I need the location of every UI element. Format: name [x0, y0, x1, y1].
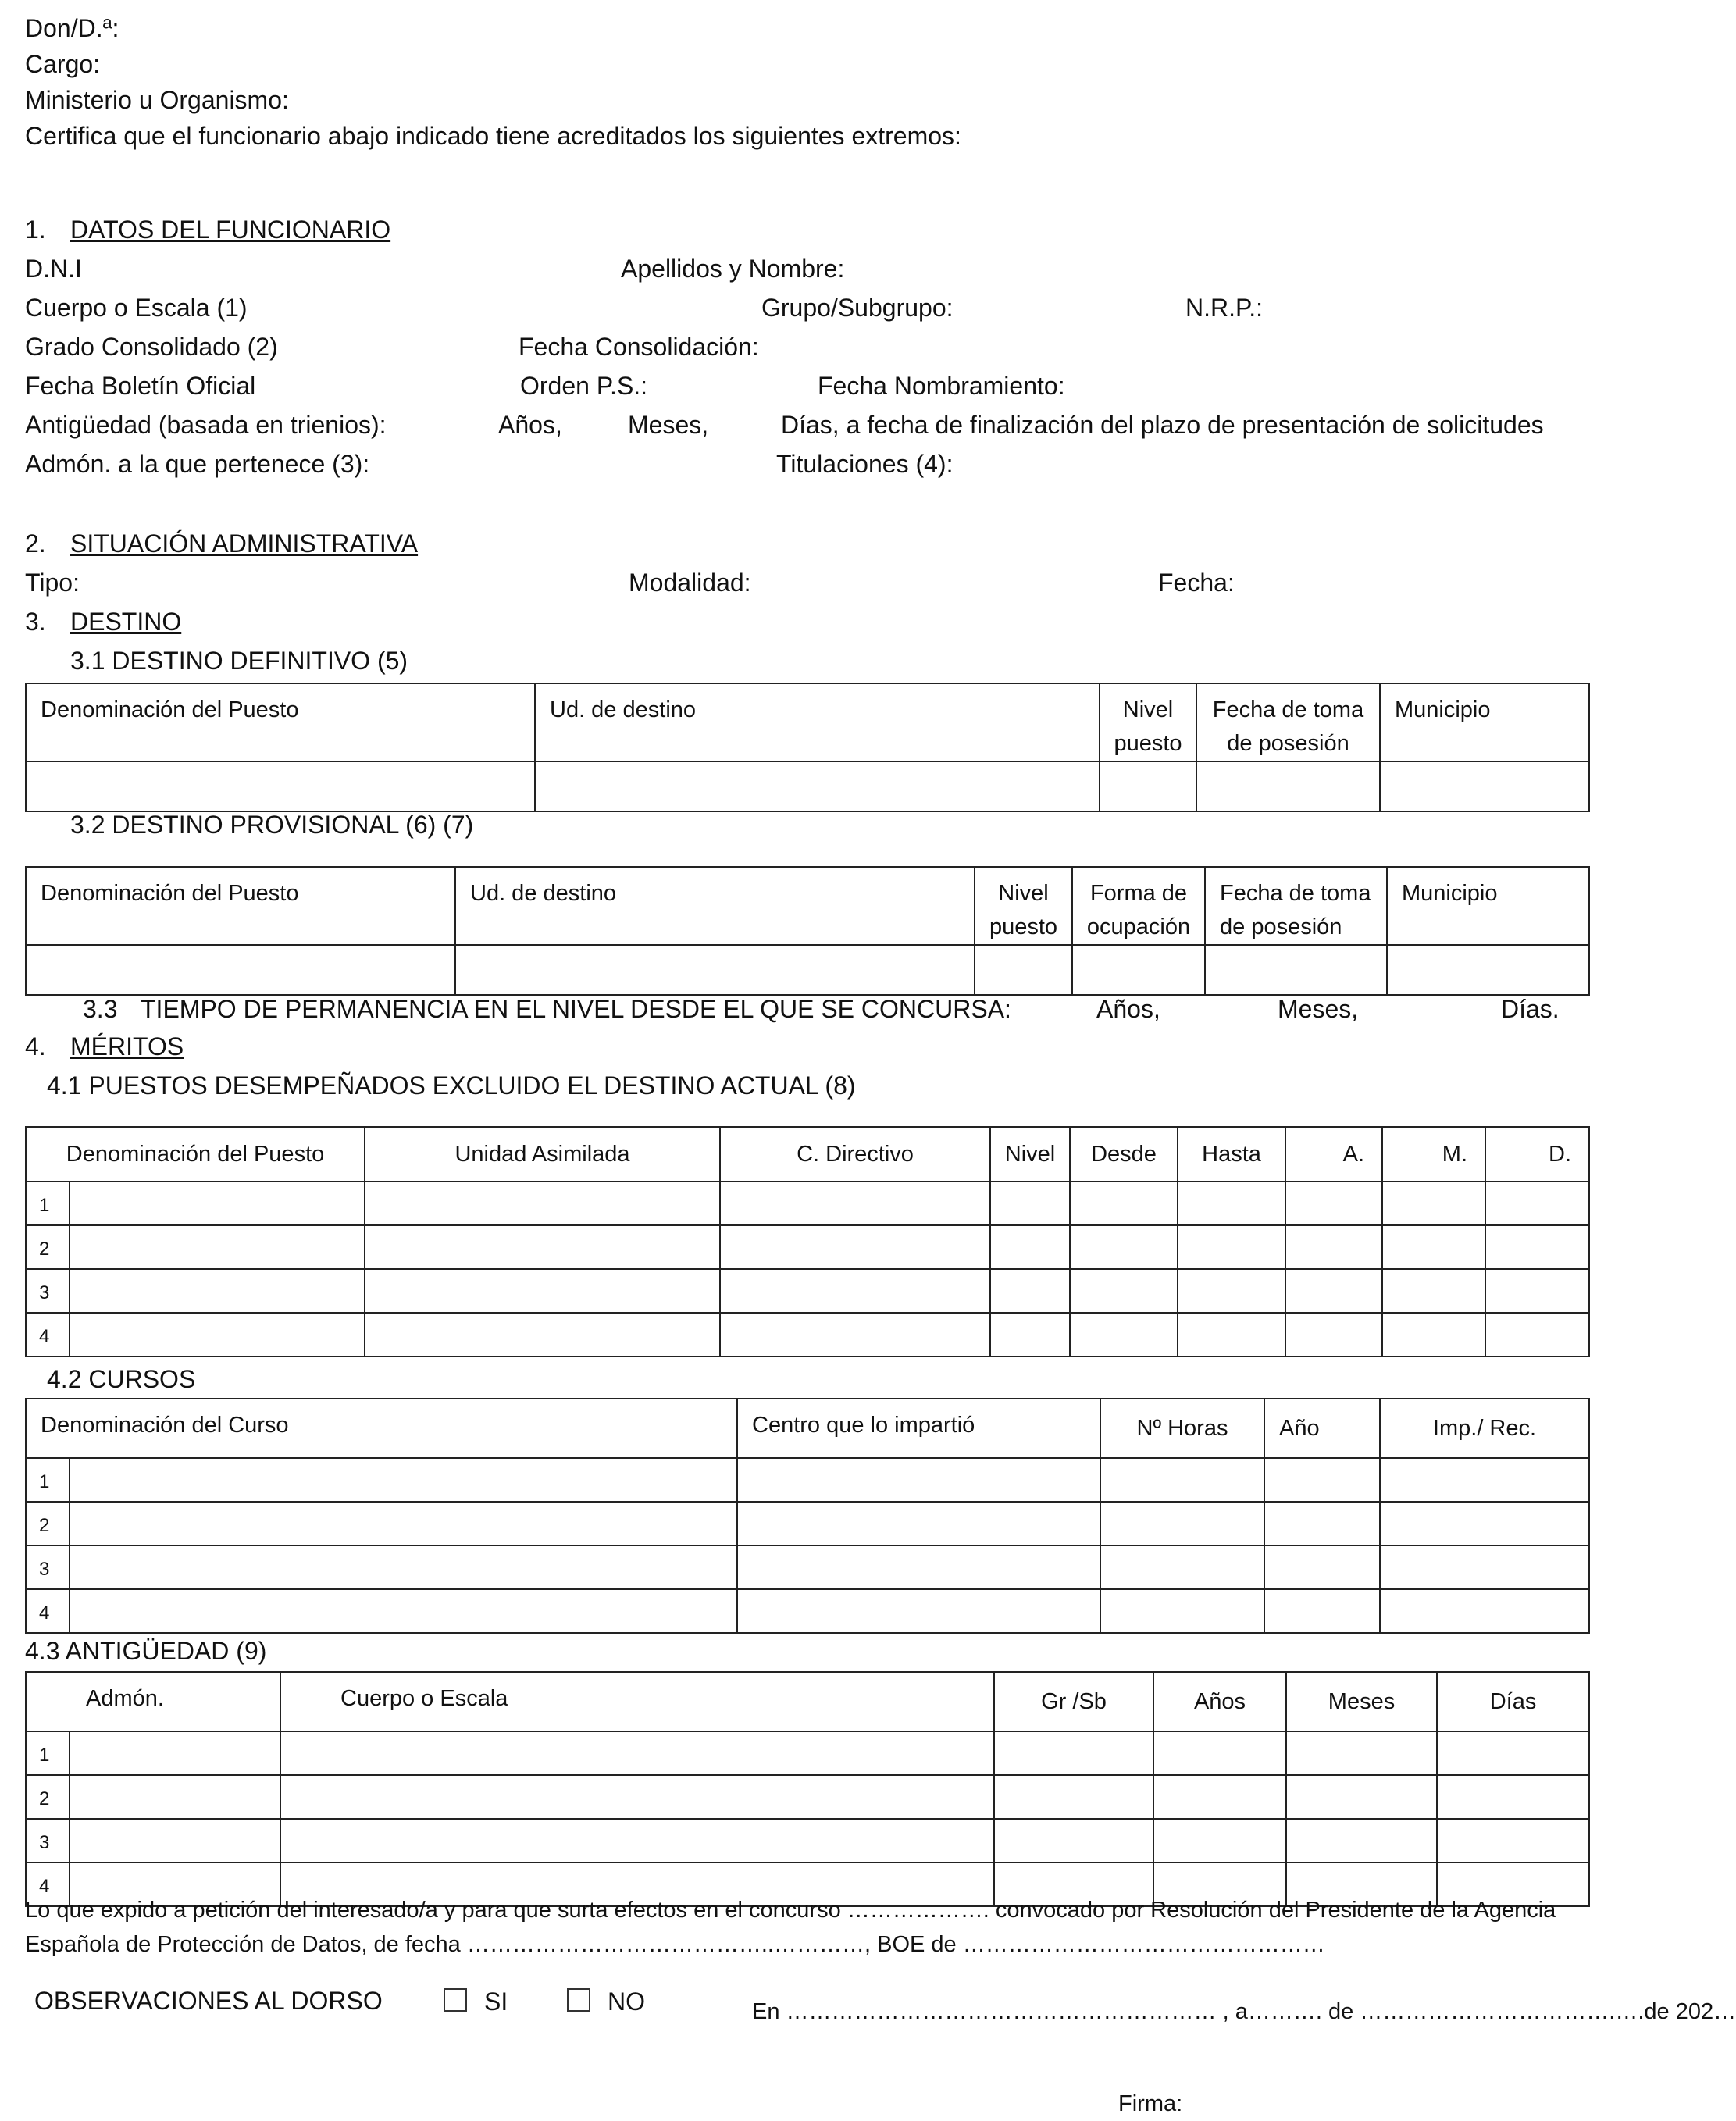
expido-line-1: Lo que expido a petición del interesado/a y para que surta efectos en el concurso ………………. convocado por Resolución del Presidente de la Agencia — [25, 1898, 1556, 1923]
cell-gr-sb[interactable] — [994, 1775, 1153, 1819]
header-hasta: Hasta — [1178, 1127, 1285, 1182]
cursos-table — [25, 1398, 1590, 1634]
cell-hasta[interactable] — [1178, 1269, 1285, 1313]
header-forma-ocupacion: Forma de ocupación — [1072, 867, 1205, 945]
cell-centro[interactable] — [737, 1502, 1100, 1545]
cell-dias[interactable] — [1485, 1269, 1589, 1313]
admon-label: Admón. a la que pertenece (3): — [25, 450, 370, 478]
cell-fecha-toma[interactable] — [1205, 945, 1387, 995]
cell-nivel[interactable] — [975, 945, 1072, 995]
expido-line-2: Española de Protección de Datos, de fecha …………………………………..…………, BOE de ………………………………………… — [25, 1932, 1325, 1957]
cell-imp-rec[interactable] — [1380, 1458, 1589, 1502]
permanencia-anios: Años, — [1096, 995, 1160, 1023]
row-number: 4 — [26, 1589, 70, 1633]
row-number: 3 — [26, 1819, 70, 1863]
cell-unidad[interactable] — [365, 1182, 720, 1225]
cell-c-directivo[interactable] — [720, 1269, 990, 1313]
header-meses: Meses — [1286, 1672, 1437, 1731]
section-2-title: SITUACIÓN ADMINISTRATIVA — [70, 529, 419, 558]
cell-centro[interactable] — [737, 1545, 1100, 1589]
header-anios: Años — [1153, 1672, 1286, 1731]
observaciones-label: OBSERVACIONES AL DORSO — [34, 1987, 383, 2015]
cell-horas[interactable] — [1100, 1545, 1264, 1589]
cell-anios[interactable] — [1285, 1269, 1382, 1313]
row-number: 2 — [26, 1225, 70, 1269]
cell-imp-rec[interactable] — [1380, 1589, 1589, 1633]
dni-label: D.N.I — [25, 255, 82, 283]
section-4-number: 4. — [25, 1032, 46, 1060]
row-number: 3 — [26, 1545, 70, 1589]
cell-dias[interactable] — [1485, 1225, 1589, 1269]
header-denominacion: Denominación del Puesto — [26, 1127, 365, 1182]
cell-denominacion[interactable] — [70, 1313, 365, 1356]
puestos-table — [25, 1126, 1590, 1357]
fecha-nombramiento-label: Fecha Nombramiento: — [818, 372, 1065, 400]
fecha-consolidacion-label: Fecha Consolidación: — [519, 333, 759, 361]
cell-municipio[interactable] — [1380, 761, 1589, 811]
cell-admon[interactable] — [70, 1775, 280, 1819]
antiguedad-table — [25, 1671, 1590, 1907]
section-3-number: 3. — [25, 608, 46, 636]
titulaciones-label: Titulaciones (4): — [776, 450, 954, 478]
header-nivel: Nivel — [990, 1127, 1070, 1182]
puestos-title: 4.1 PUESTOS DESEMPEÑADOS EXCLUIDO EL DESTINO ACTUAL (8) — [47, 1071, 856, 1100]
si-option[interactable] — [444, 1988, 508, 2014]
header-desde: Desde — [1070, 1127, 1178, 1182]
cell-denominacion[interactable] — [26, 761, 535, 811]
cell-ud-destino[interactable] — [535, 761, 1100, 811]
cell-dias[interactable] — [1437, 1775, 1589, 1819]
row-number: 2 — [26, 1502, 70, 1545]
cell-cuerpo[interactable] — [280, 1731, 994, 1775]
orden-label: Orden P.S.: — [520, 372, 648, 400]
section-2-number: 2. — [25, 529, 46, 558]
cell-horas[interactable] — [1100, 1502, 1264, 1545]
cell-meses[interactable] — [1382, 1313, 1485, 1356]
cursos-title: 4.2 CURSOS — [47, 1365, 196, 1393]
header-cuerpo: Cuerpo o Escala — [280, 1672, 994, 1731]
cell-denominacion[interactable] — [70, 1545, 737, 1589]
header-nivel-puesto: Nivel puesto — [975, 867, 1072, 945]
row-number: 1 — [26, 1182, 70, 1225]
cell-gr-sb[interactable] — [994, 1731, 1153, 1775]
section-1-number: 1. — [25, 216, 46, 244]
cell-anios[interactable] — [1153, 1819, 1286, 1863]
si-checkbox[interactable] — [444, 1988, 467, 2012]
cell-desde[interactable] — [1070, 1269, 1178, 1313]
cell-denominacion[interactable] — [70, 1182, 365, 1225]
header-ud-destino: Ud. de destino — [455, 867, 975, 945]
grupo-label: Grupo/Subgrupo: — [761, 294, 954, 322]
permanencia-number: 3.3 — [83, 995, 118, 1023]
header-dias: D. — [1485, 1127, 1589, 1182]
antiguedad-meses-label: Meses, — [628, 411, 709, 439]
cell-meses[interactable] — [1382, 1225, 1485, 1269]
cell-denominacion[interactable] — [70, 1458, 737, 1502]
cell-anio[interactable] — [1264, 1458, 1380, 1502]
header-unidad-asimilada: Unidad Asimilada — [365, 1127, 720, 1182]
cell-ud-destino[interactable] — [455, 945, 975, 995]
cell-meses[interactable] — [1382, 1269, 1485, 1313]
cell-cuerpo[interactable] — [280, 1819, 994, 1863]
cell-denominacion[interactable] — [70, 1225, 365, 1269]
cell-imp-rec[interactable] — [1380, 1545, 1589, 1589]
cell-desde[interactable] — [1070, 1225, 1178, 1269]
row-number: 2 — [26, 1775, 70, 1819]
cell-dias[interactable] — [1437, 1819, 1589, 1863]
cell-anio[interactable] — [1264, 1589, 1380, 1633]
destino-provisional-title: 3.2 DESTINO PROVISIONAL (6) (7) — [70, 811, 474, 839]
cell-gr-sb[interactable] — [994, 1819, 1153, 1863]
nrp-label: N.R.P.: — [1185, 294, 1263, 322]
destino-definitivo-table — [25, 683, 1590, 812]
cell-desde[interactable] — [1070, 1313, 1178, 1356]
cell-nivel[interactable] — [990, 1225, 1070, 1269]
tipo-label: Tipo: — [25, 569, 80, 597]
cell-hasta[interactable] — [1178, 1182, 1285, 1225]
no-option[interactable] — [567, 1988, 645, 2014]
certifica-text: Certifica que el funcionario abajo indicado tiene acreditados los siguientes extremos: — [25, 122, 961, 150]
cell-admon[interactable] — [70, 1819, 280, 1863]
cell-dias[interactable] — [1485, 1182, 1589, 1225]
header-centro: Centro que lo impartió — [737, 1399, 1100, 1458]
header-denominacion: Denominación del Puesto — [26, 683, 535, 761]
cell-meses[interactable] — [1286, 1731, 1437, 1775]
cuerpo-label: Cuerpo o Escala (1) — [25, 294, 248, 322]
row-number: 4 — [26, 1313, 70, 1356]
permanencia-label: TIEMPO DE PERMANENCIA EN EL NIVEL DESDE EL QUE SE CONCURSA: — [141, 995, 1011, 1023]
cell-unidad[interactable] — [365, 1269, 720, 1313]
header-municipio: Municipio — [1387, 867, 1589, 945]
firma-label: Firma: — [1118, 2091, 1183, 2116]
cell-c-directivo[interactable] — [720, 1225, 990, 1269]
header-c-directivo: C. Directivo — [720, 1127, 990, 1182]
cell-fecha-toma[interactable] — [1196, 761, 1380, 811]
cell-meses[interactable] — [1382, 1182, 1485, 1225]
cell-c-directivo[interactable] — [720, 1182, 990, 1225]
row-number: 4 — [26, 1863, 70, 1906]
don-label: Don/D.ª: — [25, 14, 119, 42]
cell-centro[interactable] — [737, 1589, 1100, 1633]
cell-unidad[interactable] — [365, 1313, 720, 1356]
header-nivel-puesto: Nivel puesto — [1100, 683, 1196, 761]
apellidos-label: Apellidos y Nombre: — [621, 255, 845, 283]
section-4-title: MÉRITOS — [70, 1032, 184, 1060]
header-fecha-toma: Fecha de toma de posesión — [1205, 867, 1387, 945]
permanencia-dias: Días. — [1501, 995, 1560, 1023]
no-label: NO — [608, 1987, 645, 2016]
header-municipio: Municipio — [1380, 683, 1589, 761]
antiguedad-label: Antigüedad (basada en trienios): — [25, 411, 387, 439]
cell-nivel[interactable] — [990, 1269, 1070, 1313]
header-gr-sb: Gr /Sb — [994, 1672, 1153, 1731]
cell-anios[interactable] — [1285, 1182, 1382, 1225]
fecha-situacion-label: Fecha: — [1158, 569, 1235, 597]
cell-centro[interactable] — [737, 1458, 1100, 1502]
cell-anio[interactable] — [1264, 1502, 1380, 1545]
cell-dias[interactable] — [1485, 1313, 1589, 1356]
header-fecha-toma: Fecha de toma de posesión — [1196, 683, 1380, 761]
antiguedad-dias-label: Días, a fecha de finalización del plazo de presentación de solicitudes — [781, 411, 1544, 439]
cell-meses[interactable] — [1286, 1775, 1437, 1819]
antiguedad-anios-label: Años, — [498, 411, 562, 439]
header-admon: Admón. — [26, 1672, 280, 1731]
cell-meses[interactable] — [1286, 1819, 1437, 1863]
cell-anio[interactable] — [1264, 1545, 1380, 1589]
header-anios: A. — [1285, 1127, 1382, 1182]
cell-anios[interactable] — [1153, 1775, 1286, 1819]
fecha-boletin-label: Fecha Boletín Oficial — [25, 372, 256, 400]
cargo-label: Cargo: — [25, 50, 101, 78]
cell-denominacion[interactable] — [70, 1502, 737, 1545]
row-number: 1 — [26, 1731, 70, 1775]
permanencia-meses: Meses, — [1278, 995, 1359, 1023]
lugar-fecha-line: En ………………………………………………… , a………. de …………………………….….de 202… — [752, 1999, 1736, 2024]
cell-denominacion[interactable] — [70, 1589, 737, 1633]
cell-dias[interactable] — [1437, 1731, 1589, 1775]
header-denominacion-curso: Denominación del Curso — [26, 1399, 737, 1458]
cell-hasta[interactable] — [1178, 1313, 1285, 1356]
section-3-title: DESTINO — [70, 608, 182, 636]
cell-denominacion[interactable] — [26, 945, 455, 995]
ministerio-label: Ministerio u Organismo: — [25, 86, 289, 114]
cell-cuerpo[interactable] — [280, 1775, 994, 1819]
antiguedad-title: 4.3 ANTIGÜEDAD (9) — [25, 1637, 267, 1665]
no-checkbox[interactable] — [567, 1988, 590, 2012]
cell-admon[interactable] — [70, 1731, 280, 1775]
cell-anios[interactable] — [1153, 1731, 1286, 1775]
header-dias: Días — [1437, 1672, 1589, 1731]
cell-horas[interactable] — [1100, 1458, 1264, 1502]
cell-forma-ocupacion[interactable] — [1072, 945, 1205, 995]
cell-nivel[interactable] — [1100, 761, 1196, 811]
cell-imp-rec[interactable] — [1380, 1502, 1589, 1545]
grado-label: Grado Consolidado (2) — [25, 333, 278, 361]
row-number: 1 — [26, 1458, 70, 1502]
cell-anios[interactable] — [1285, 1225, 1382, 1269]
destino-provisional-table — [25, 866, 1590, 996]
header-anio: Año — [1264, 1399, 1380, 1458]
cell-nivel[interactable] — [990, 1182, 1070, 1225]
cell-nivel[interactable] — [990, 1313, 1070, 1356]
header-horas: Nº Horas — [1100, 1399, 1264, 1458]
cell-anios[interactable] — [1285, 1313, 1382, 1356]
cell-horas[interactable] — [1100, 1589, 1264, 1633]
cell-denominacion[interactable] — [70, 1269, 365, 1313]
header-ud-destino: Ud. de destino — [535, 683, 1100, 761]
header-meses: M. — [1382, 1127, 1485, 1182]
header-denominacion: Denominación del Puesto — [26, 867, 455, 945]
cell-desde[interactable] — [1070, 1182, 1178, 1225]
header-imp-rec: Imp./ Rec. — [1380, 1399, 1589, 1458]
cell-c-directivo[interactable] — [720, 1313, 990, 1356]
modalidad-label: Modalidad: — [629, 569, 751, 597]
section-1-title: DATOS DEL FUNCIONARIO — [70, 216, 391, 244]
row-number: 3 — [26, 1269, 70, 1313]
cell-unidad[interactable] — [365, 1225, 720, 1269]
cell-hasta[interactable] — [1178, 1225, 1285, 1269]
si-label: SI — [484, 1987, 508, 2016]
destino-definitivo-title: 3.1 DESTINO DEFINITIVO (5) — [70, 647, 408, 675]
cell-municipio[interactable] — [1387, 945, 1589, 995]
